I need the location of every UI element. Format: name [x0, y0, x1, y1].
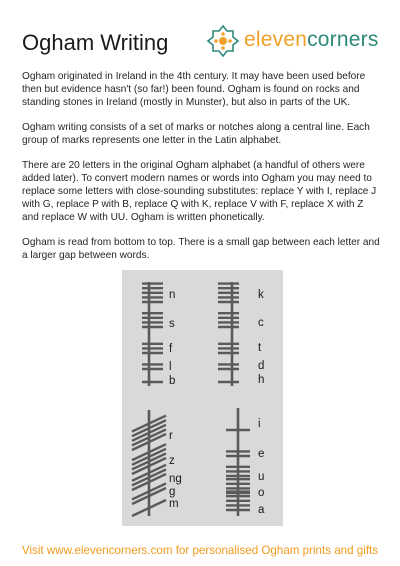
ogham-letter-label: ng	[169, 473, 182, 485]
ogham-letter-label: u	[258, 471, 265, 483]
footer-link-text: Visit www.elevencorners.com for personalised Ogham prints and gifts	[21, 544, 379, 557]
ogham-letter-label: l	[169, 361, 172, 373]
paragraph-origin: Ogham originated in Ireland in the 4th century. It may have been used before then but evidence hasn't (so far!) been found. Ogham is found on rocks and standing stones in Ireland (mostly in Munster), but also in parts of the UK.	[22, 71, 366, 108]
ogham-letter-label: h	[258, 374, 265, 386]
logo-mark-icon	[206, 24, 240, 58]
logo-text-eleven: eleven	[244, 28, 308, 51]
ogham-letter-label: e	[258, 448, 265, 460]
ogham-letter-label: a	[258, 504, 265, 516]
ogham-letter-label: n	[169, 289, 176, 301]
ogham-chart-panel	[122, 270, 283, 526]
ogham-letter-label: c	[258, 317, 264, 329]
paragraph-marks: Ogham writing consists of a set of marks or notches along a central line. Each group of marks represents one letter in the Latin alphabet.	[22, 122, 370, 147]
ogham-letter-label: t	[258, 342, 262, 354]
ogham-letter-label: r	[169, 430, 173, 442]
ogham-letter-label: m	[169, 498, 179, 510]
ogham-letter-label: f	[169, 343, 173, 355]
ogham-letter-label: d	[258, 360, 265, 372]
page-title: Ogham Writing	[22, 30, 169, 55]
paragraph-alphabet: There are 20 letters in the original Ogham alphabet (a handful of others were added later). To convert modern names or words into Ogham you may need to replace some letters with close-sounding substitutes: replace Y with I, replace J with G, replace P with B, replace Q with K, replace V with F, replace X with Z and replace W with UU. Ogham is written phonetically.	[22, 160, 377, 223]
ogham-letter-label: g	[169, 486, 176, 498]
ogham-letter-label: b	[169, 375, 176, 387]
paragraph-reading: Ogham is read from bottom to top. There is a small gap between each letter and a larger gap between words.	[22, 237, 380, 262]
ogham-letter-label: i	[258, 418, 261, 430]
elevencorners-logo	[206, 22, 379, 62]
ogham-letter-label: o	[258, 487, 265, 499]
body-text	[22, 71, 380, 275]
ogham-letter-label: z	[169, 455, 175, 467]
ogham-letter-label: k	[258, 289, 264, 301]
ogham-chart	[122, 270, 283, 526]
logo-wordmark	[244, 28, 379, 52]
logo-text-corners: corners	[307, 28, 379, 51]
ogham-letter-label: s	[169, 318, 175, 330]
